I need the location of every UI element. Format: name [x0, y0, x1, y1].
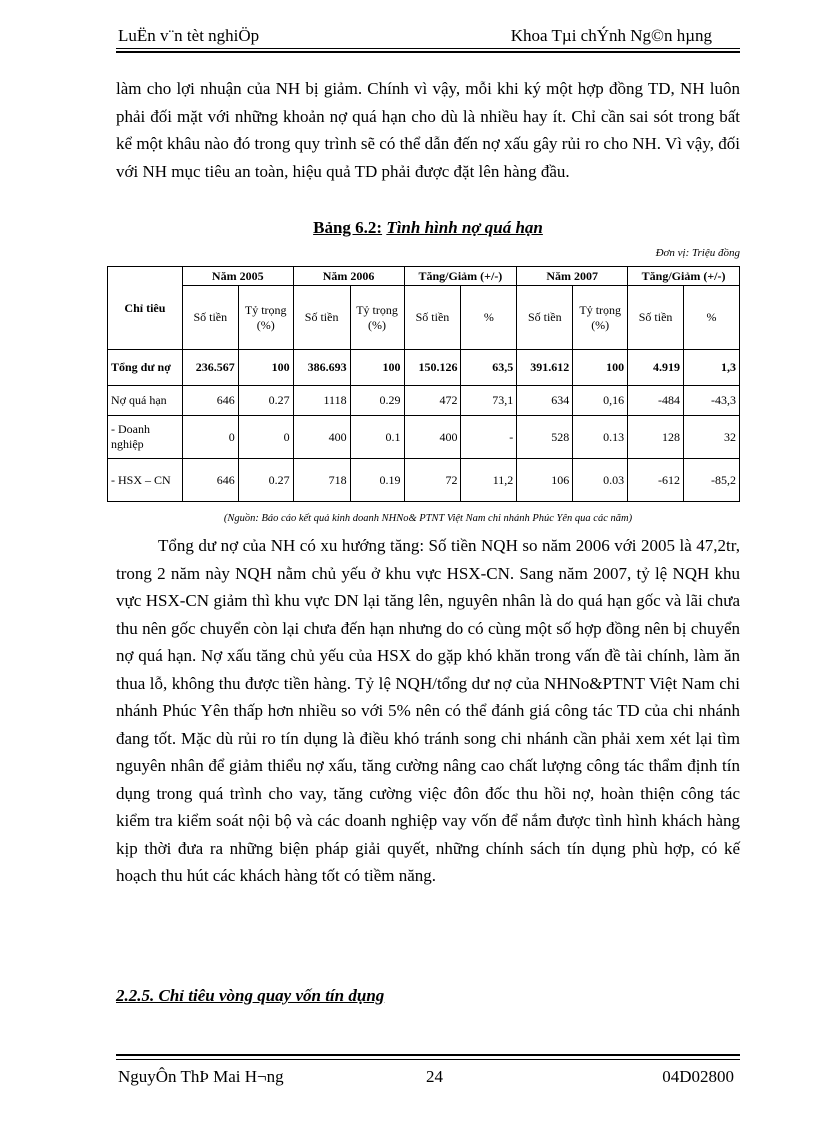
table-cell: 100	[238, 350, 293, 386]
student-code: 04D02800	[662, 1067, 734, 1086]
table-cell: 11,2	[461, 459, 517, 502]
table-cell: 0.1	[350, 416, 404, 459]
table-cell: -85,2	[684, 459, 740, 502]
group-header: Năm 2006	[293, 267, 404, 286]
table-cell: 634	[517, 386, 573, 416]
page-footer	[116, 1067, 740, 1087]
header-rule-thin	[116, 48, 740, 49]
table-title-text: Tình hình nợ quá hạn	[386, 218, 543, 237]
header-right-title: Khoa Tµi chÝnh Ng©n hµng	[510, 26, 712, 45]
table-row	[108, 459, 740, 502]
subheader-cell: Số tiền	[628, 286, 684, 350]
table-row-total	[108, 350, 740, 386]
table-cell: 472	[404, 386, 461, 416]
subheader-cell: Tỷ trọng (%)	[573, 286, 628, 350]
table-cell: 0.29	[350, 386, 404, 416]
table-cell: 1,3	[684, 350, 740, 386]
row-label-header: Chỉ tiêu	[108, 267, 183, 350]
subheader-cell: Số tiền	[517, 286, 573, 350]
table-cell: 236.567	[182, 350, 238, 386]
header-left-title: LuËn v¨n tèt nghiÖp	[118, 26, 260, 45]
table-cell: 72	[404, 459, 461, 502]
subheader-cell: %	[684, 286, 740, 350]
group-header: Năm 2005	[182, 267, 293, 286]
table-cell: 400	[404, 416, 461, 459]
table-row	[108, 386, 740, 416]
table-cell: 128	[628, 416, 684, 459]
subheader-cell: %	[461, 286, 517, 350]
footer-rule-thick	[116, 1054, 740, 1056]
table-cell: 63,5	[461, 350, 517, 386]
table-cell: -484	[628, 386, 684, 416]
subheader-cell: Tỷ trọng (%)	[238, 286, 293, 350]
row-label: Nợ quá hạn	[108, 386, 183, 416]
table-cell: 0,16	[573, 386, 628, 416]
table-cell: 0	[238, 416, 293, 459]
table-cell: -612	[628, 459, 684, 502]
table-cell: 646	[182, 459, 238, 502]
table-cell: 0.27	[238, 386, 293, 416]
table-subheader-row	[108, 286, 740, 350]
table-cell: 528	[517, 416, 573, 459]
header-rule-thick	[116, 51, 740, 53]
page-header	[116, 26, 740, 46]
row-label: - Doanh nghiệp	[108, 416, 183, 459]
table-cell: -	[461, 416, 517, 459]
table-cell: 718	[293, 459, 350, 502]
table-cell: 0.03	[573, 459, 628, 502]
table-cell: 0	[182, 416, 238, 459]
paragraph-analysis: Tổng dư nợ của NH có xu hướng tăng: Số tiền NQH so năm 2006 với 2005 là 47,2tr, trong 2 năm này NQH nằm chủ yếu ở khu vực HSX-CN. Sang năm 2007, tỷ lệ NQH khu vực HSX-CN giảm thì khu vực DN lại tăng lên, nguyên nhân là do quá hạn gốc và lãi chưa thu nên gốc chuyển còn lại chưa đến hạn nhưng do có cùng một số hợp đồng nên bị chuyển nợ quá hạn. Nợ xấu tăng chủ yếu của HSX do gặp khó khăn trong vấn đề tài chính, làm ăn thua lỗ, không thu được tiền hàng. Tỷ lệ NQH/tổng dư nợ của NHNo&PTNT Việt Nam chi nhánh Phúc Yên thấp hơn nhiều so với 5% nên có thể đánh giá công tác TD của chi nhánh đang tốt. Mặc dù rủi ro tín dụng là điều khó tránh song chi nhánh cần phải xem xét lại tìm nguyên nhân để giảm thiểu nợ xấu, tăng cường nâng cao chất lượng công tác thẩm định tín dụng trong quá trình cho vay, tăng cường việc đôn đốc thu hồi nợ, hoàn thiện công tác kiểm tra kiểm soát nội bộ và các doanh nghiệp vay vốn để nắm được tình hình khách hàng kịp thời đưa ra những biện pháp giải quyết, những chính sách tín dụng phù hợp, có kế hoạch thu hút các khách hàng tốt có tiềm năng.	[116, 536, 740, 885]
table-title	[116, 218, 740, 238]
overdue-debt-table	[107, 266, 740, 502]
table-cell: 73,1	[461, 386, 517, 416]
table-cell: 32	[684, 416, 740, 459]
table-cell: 0.27	[238, 459, 293, 502]
footer-author: NguyÔn ThÞ Mai H¬ng	[118, 1067, 284, 1086]
group-header: Tăng/Giảm (+/-)	[628, 267, 740, 286]
table-cell: 106	[517, 459, 573, 502]
table-cell: 0.19	[350, 459, 404, 502]
table-row	[108, 416, 740, 459]
table-cell: 386.693	[293, 350, 350, 386]
table-cell: 150.126	[404, 350, 461, 386]
subheader-cell: Số tiền	[293, 286, 350, 350]
row-label: - HSX – CN	[108, 459, 183, 502]
group-header: Năm 2007	[517, 267, 628, 286]
subheader-cell: Tỷ trọng (%)	[350, 286, 404, 350]
table-title-prefix: Bảng 6.2:	[313, 218, 383, 237]
group-header: Tăng/Giảm (+/-)	[404, 267, 517, 286]
table-cell: 0.13	[573, 416, 628, 459]
table-cell: 100	[350, 350, 404, 386]
table-header-row	[108, 267, 740, 286]
subheader-cell: Số tiền	[182, 286, 238, 350]
paragraph-intro: làm cho lợi nhuận của NH bị giảm. Chính vì vậy, mỗi khi ký một hợp đồng TD, NH luôn phải đối mặt với những khoản nợ quá hạn cho dù là nhiều hay ít. Chỉ cần sai sót trong bất kể một khâu nào đó trong quy trình sẽ có thể dẫn đến nợ xấu gây rủi ro cho NH. Vì vậy, đối với NH mục tiêu an toàn, hiệu quả TD phải được đặt lên hàng đầu.	[116, 79, 740, 181]
table-cell: -43,3	[684, 386, 740, 416]
table-cell: 646	[182, 386, 238, 416]
table-cell: 100	[573, 350, 628, 386]
subheader-cell: Số tiền	[404, 286, 461, 350]
table-cell: 391.612	[517, 350, 573, 386]
table-unit: Đơn vị: Triệu đồng	[655, 247, 740, 259]
table-cell: 4.919	[628, 350, 684, 386]
table-source-note: (Nguồn: Báo cáo kết quả kinh doanh NHNo& PTNT Việt Nam chi nhánh Phúc Yên qua các năm)	[223, 513, 633, 524]
page-number: 24	[426, 1067, 443, 1086]
row-label: Tổng dư nợ	[108, 350, 183, 386]
section-heading: 2.2.5. Chỉ tiêu vòng quay vốn tín dụng	[116, 986, 385, 1005]
table-cell: 1118	[293, 386, 350, 416]
footer-rule-thin	[116, 1059, 740, 1060]
table-cell: 400	[293, 416, 350, 459]
